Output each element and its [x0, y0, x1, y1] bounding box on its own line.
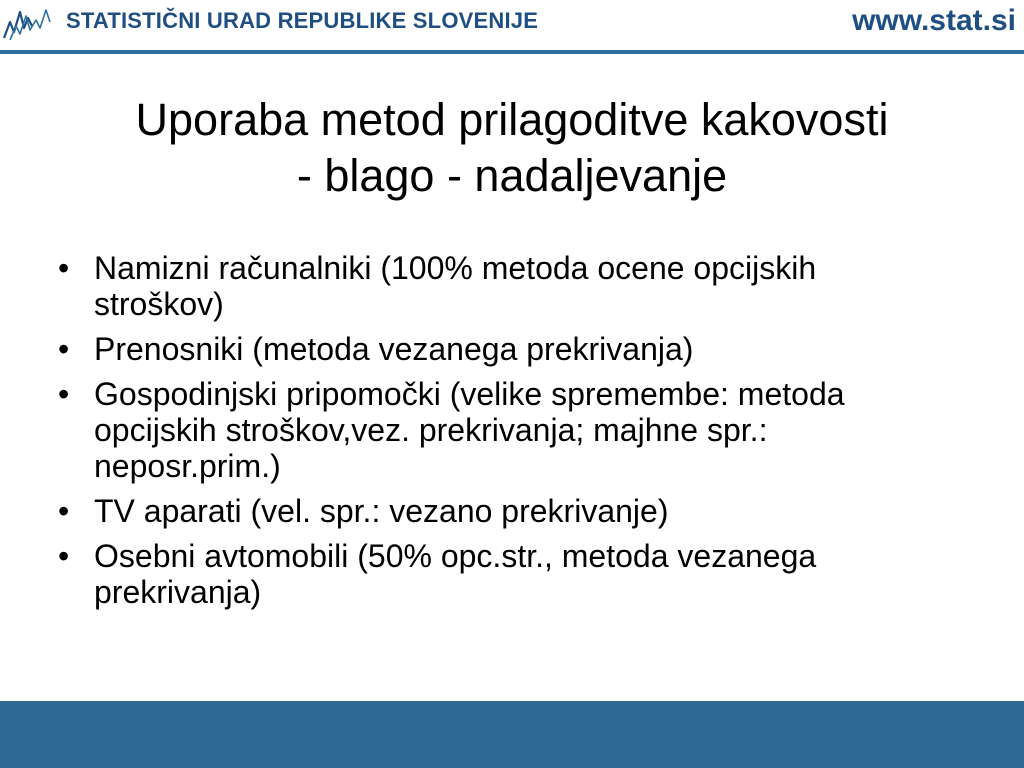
bullet-item	[56, 493, 936, 529]
bullet-text: Namizni računalniki (100% metoda ocene opcijskih stroškov)	[94, 250, 817, 322]
bullet-text: Osebni avtomobili (50% opc.str., metoda vezanega prekrivanja)	[94, 538, 817, 610]
footer-band	[0, 701, 1024, 768]
header-divider	[0, 50, 1024, 54]
bullet-text: Prenosniki (metoda vezanega prekrivanja)	[94, 331, 694, 367]
bullet-item	[56, 331, 936, 367]
website-url: www.stat.si	[852, 4, 1016, 37]
bullet-item	[56, 376, 936, 484]
bullet-item	[56, 250, 936, 322]
slide-title	[0, 92, 1024, 204]
bullet-marker: •	[58, 250, 70, 286]
bullet-text: Gospodinjski pripomočki (velike spremembe: metoda opcijskih stroškov,vez. prekrivanja; majhne spr.: neposr.prim.)	[94, 376, 845, 484]
bullet-item	[56, 538, 936, 610]
organization-name: STATISTIČNI URAD REPUBLIKE SLOVENIJE	[66, 8, 539, 33]
slide-header	[0, 0, 1024, 58]
slide-title-line-1: Uporaba metod prilagoditve kakovosti	[135, 94, 889, 145]
stat-logo-icon	[2, 2, 58, 42]
bullet-marker: •	[58, 376, 70, 412]
bullet-list	[56, 250, 936, 619]
bullet-marker: •	[58, 538, 70, 574]
slide-title-line-2: - blago - nadaljevanje	[296, 150, 728, 201]
bullet-text: TV aparati (vel. spr.: vezano prekrivanje)	[94, 493, 669, 529]
bullet-marker: •	[58, 331, 70, 367]
bullet-marker: •	[58, 493, 70, 529]
